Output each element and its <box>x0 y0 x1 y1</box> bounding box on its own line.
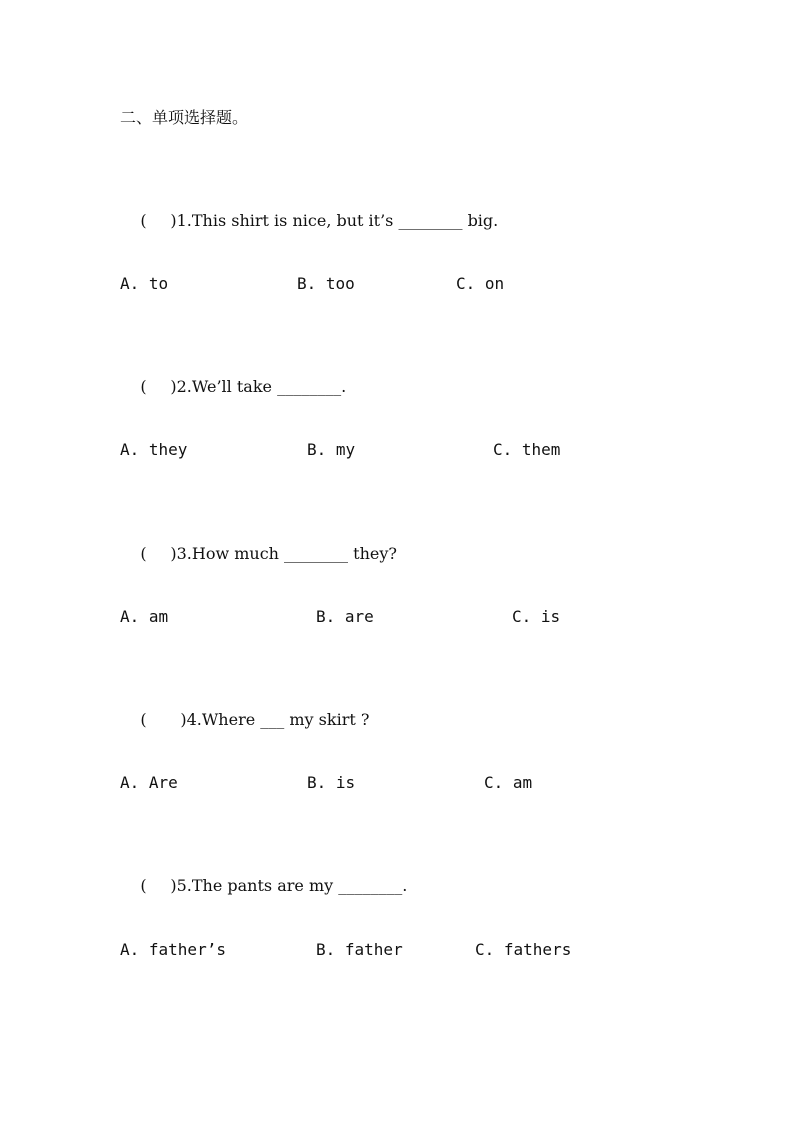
question-5 <box>120 856 407 916</box>
question-4-option-b: B. is <box>307 773 356 792</box>
question-5-option-b: B. father <box>316 940 403 959</box>
question-3 <box>120 524 397 584</box>
question-text: 3.How much ________ they? <box>176 544 397 563</box>
question-text: 5.The pants are my ________. <box>176 876 408 895</box>
question-3-option-b: B. are <box>316 607 374 626</box>
answer-bracket-open: ( <box>140 544 147 563</box>
question-3-option-c: C. is <box>512 607 561 626</box>
question-text: 2.We’ll take ________. <box>176 377 347 396</box>
question-2 <box>120 357 346 417</box>
question-5-option-c: C. fathers <box>475 940 572 959</box>
question-2-option-a: A. they <box>120 440 188 459</box>
question-1-option-a: A. to <box>120 274 169 293</box>
answer-bracket-open: ( <box>140 211 147 230</box>
answer-bracket-open: ( <box>140 377 147 396</box>
answer-bracket-close: ) <box>170 544 177 563</box>
question-2-option-b: B. my <box>307 440 356 459</box>
question-4 <box>120 690 369 750</box>
question-4-option-c: C. am <box>484 773 533 792</box>
answer-bracket-open: ( <box>140 710 147 729</box>
section-heading: 二、单项选择题。 <box>120 108 249 127</box>
question-text: 1.This shirt is nice, but it’s ________ big. <box>176 211 499 230</box>
answer-bracket-close: ) <box>170 211 177 230</box>
question-3-option-a: A. am <box>120 607 169 626</box>
question-1 <box>120 191 498 251</box>
question-5-option-a: A. father’s <box>120 940 226 959</box>
question-4-option-a: A. Are <box>120 773 178 792</box>
question-1-option-b: B. too <box>297 274 355 293</box>
answer-bracket-close: ) <box>170 377 177 396</box>
question-2-option-c: C. them <box>493 440 561 459</box>
question-text: 4.Where ___ my skirt ? <box>186 710 370 729</box>
answer-bracket-open: ( <box>140 876 147 895</box>
answer-bracket-close: ) <box>180 710 187 729</box>
answer-bracket-close: ) <box>170 876 177 895</box>
question-1-option-c: C. on <box>456 274 505 293</box>
